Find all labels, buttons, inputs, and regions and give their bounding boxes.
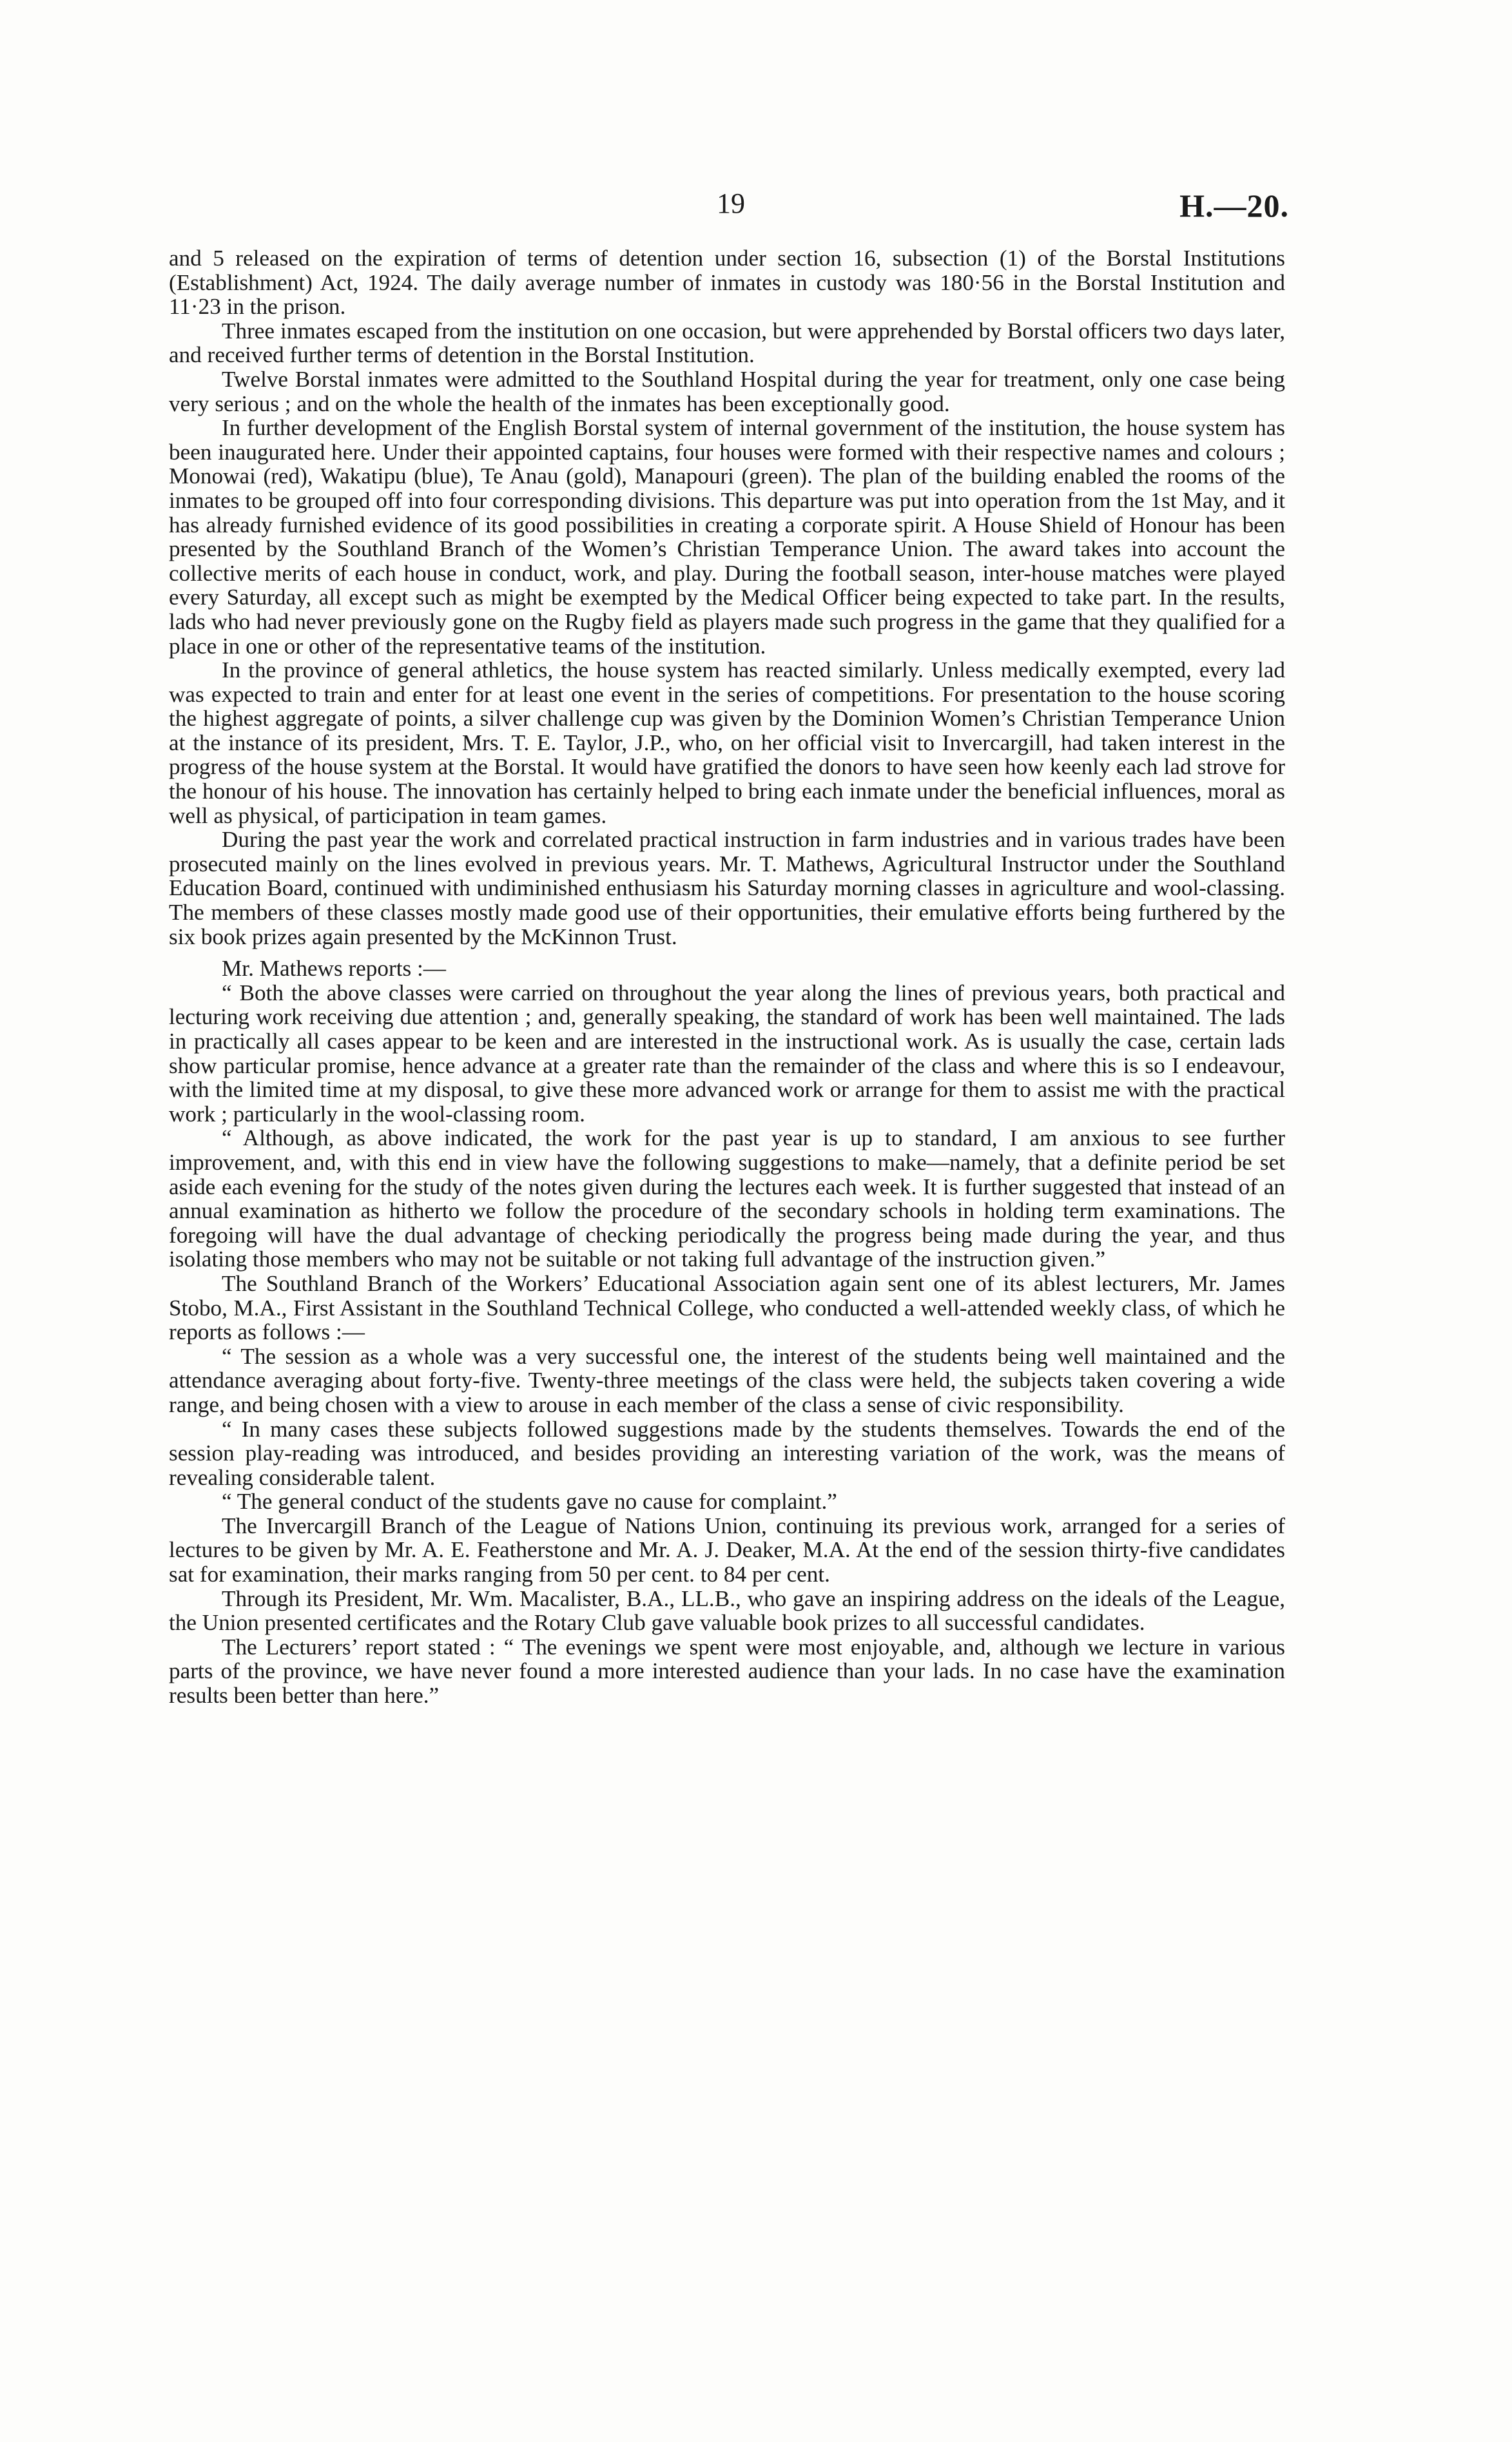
paragraph-6: During the past year the work and correlated practical instruction in farm industries and in various trades have been prosecuted mainly on the lines evolved in previous years. Mr. T. Mathews, Agricultural Instructor under the Southland Education Board, continued with undiminished enthusiasm his Saturday morning classes in agriculture and wool-classing. The members of these classes mostly made good use of their opportunities, their emulative efforts being furthered by the six book prizes again presented by the McKinnon Trust. [169,827,1285,949]
paragraph-8: “ Both the above classes were carried on throughout the year along the lines of previous years, both practical and lecturing work receiving due attention ; and, generally speaking, the standard of work has been well maintained. The lads in practically all cases appear to be keen and are interested in the instructional work. As is usually the case, certain lads show particular promise, hence advance at a greater rate than the remainder of the class and where this is so I endeavour, with the limited time at my disposal, to give these more advanced work or arrange for them to assist me with the practical work ; particularly in the wool-classing room. [169,980,1285,1127]
document-code: H.—20. [1179,188,1289,224]
page-number: 19 [717,188,745,219]
paragraph-2: Three inmates escaped from the institution on one occasion, but were apprehended by Borstal officers two days later, and received further terms of detention in the Borstal Institution. [169,318,1285,368]
paragraph-16: The Lecturers’ report stated : “ The evenings we spent were most enjoyable, and, although we lecture in various parts of the province, we have never found a more interested audience than your lads. In no case have the examination results been better than here.” [169,1634,1285,1709]
paragraph-13: “ The general conduct of the students gave no cause for complaint.” [222,1489,837,1515]
paragraph-7: Mr. Mathews reports :— [222,956,446,982]
paragraph-10: The Southland Branch of the Workers’ Educational Association again sent one of its ablest lecturers, Mr. James Stobo, M.A., First Assistant in the Southland Technical College, who conducted a well-attended weekly class, of which he reports as follows :— [169,1270,1285,1345]
paragraph-5: In the province of general athletics, the house system has reacted similarly. Unless medically exempted, every lad was expected to train and enter for at least one event in the series of competitions. For presentation to the house scoring the highest aggregate of points, a silver challenge cup was given by the Dominion Women’s Christian Temperance Union at the instance of its president, Mrs. T. E. Taylor, J.P., who, on her official visit to Invercargill, had taken interest in the progress of the house system at the Borstal. It would have gratified the donors to have seen how keenly each lad strove for the honour of his house. The innovation has certainly helped to bring each inmate under the beneficial influences, moral as well as physical, of participation in team games. [169,657,1285,828]
paragraph-12: “ In many cases these subjects followed suggestions made by the students themselves. Towards the end of the session play-reading was introduced, and besides providing an interesting variation of the work, was the means of revealing considerable talent. [169,1416,1285,1490]
paragraph-11: “ The session as a whole was a very successful one, the interest of the students being well maintained and the attendance averaging about forty-five. Twenty-three meetings of the class were held, the subjects taken covering a wide range, and being chosen with a view to arouse in each member of the class a sense of civic responsibility. [169,1343,1285,1417]
page-header [0,187,1512,232]
paragraph-3: Twelve Borstal inmates were admitted to the Southland Hospital during the year for treatment, only one case being very serious ; and on the whole the health of the inmates has been exceptionally good. [169,366,1285,416]
body-text [169,246,1285,1708]
paragraph-15: Through its President, Mr. Wm. Macalister, B.A., LL.B., who gave an inspiring address on the ideals of the League, the Union presented certificates and the Rotary Club gave valuable book prizes to all successful candidates. [169,1585,1285,1636]
paragraph-9: “ Although, as above indicated, the work for the past year is up to standard, I am anxious to see further improvement, and, with this end in view have the following suggestions to make—namely, that a definite period be set aside each evening for the study of the notes given during the lectures each week. It is further suggested that instead of an annual examination as hitherto we follow the procedure of the secondary schools in holding term examinations. The foregoing will have the dual advantage of checking periodically the progress being made during the year, and thus isolating those members who may not be suitable or not taking full advantage of the instruction given.” [169,1125,1285,1272]
paragraph-4: In further development of the English Borstal system of internal government of the institution, the house system has been inaugurated here. Under their appointed captains, four houses were formed with their respective names and colours ; Monowai (red), Wakatipu (blue), Te Anau (gold), Manapouri (green). The plan of the building enabled the rooms of the inmates to be grouped off into four corresponding divisions. This departure was put into operation from the 1st May, and it has already furnished evidence of its good possibilities in creating a corporate spirit. A House Shield of Honour has been presented by the Southland Branch of the Women’s Christian Temperance Union. The award takes into account the collective merits of each house in conduct, work, and play. During the football season, inter-house matches were played every Saturday, all except such as might be exempted by the Medical Officer being expected to take part. In the results, lads who had never previously gone on the Rugby field as players made such progress in the game that they qualified for a place in one or other of the representative teams of the institution. [169,415,1285,659]
paragraph-14: The Invercargill Branch of the League of Nations Union, continuing its previous work, arranged for a series of lectures to be given by Mr. A. E. Featherstone and Mr. A. J. Deaker, M.A. At the end of the session thirty-five candidates sat for examination, their marks ranging from 50 per cent. to 84 per cent. [169,1513,1285,1587]
paragraph-1: and 5 released on the expiration of terms of detention under section 16, subsection (1) of the Borstal Institutions (Establishment) Act, 1924. The daily average number of inmates in custody was 180·56 in the Borstal Institution and 11·23 in the prison. [169,246,1285,320]
